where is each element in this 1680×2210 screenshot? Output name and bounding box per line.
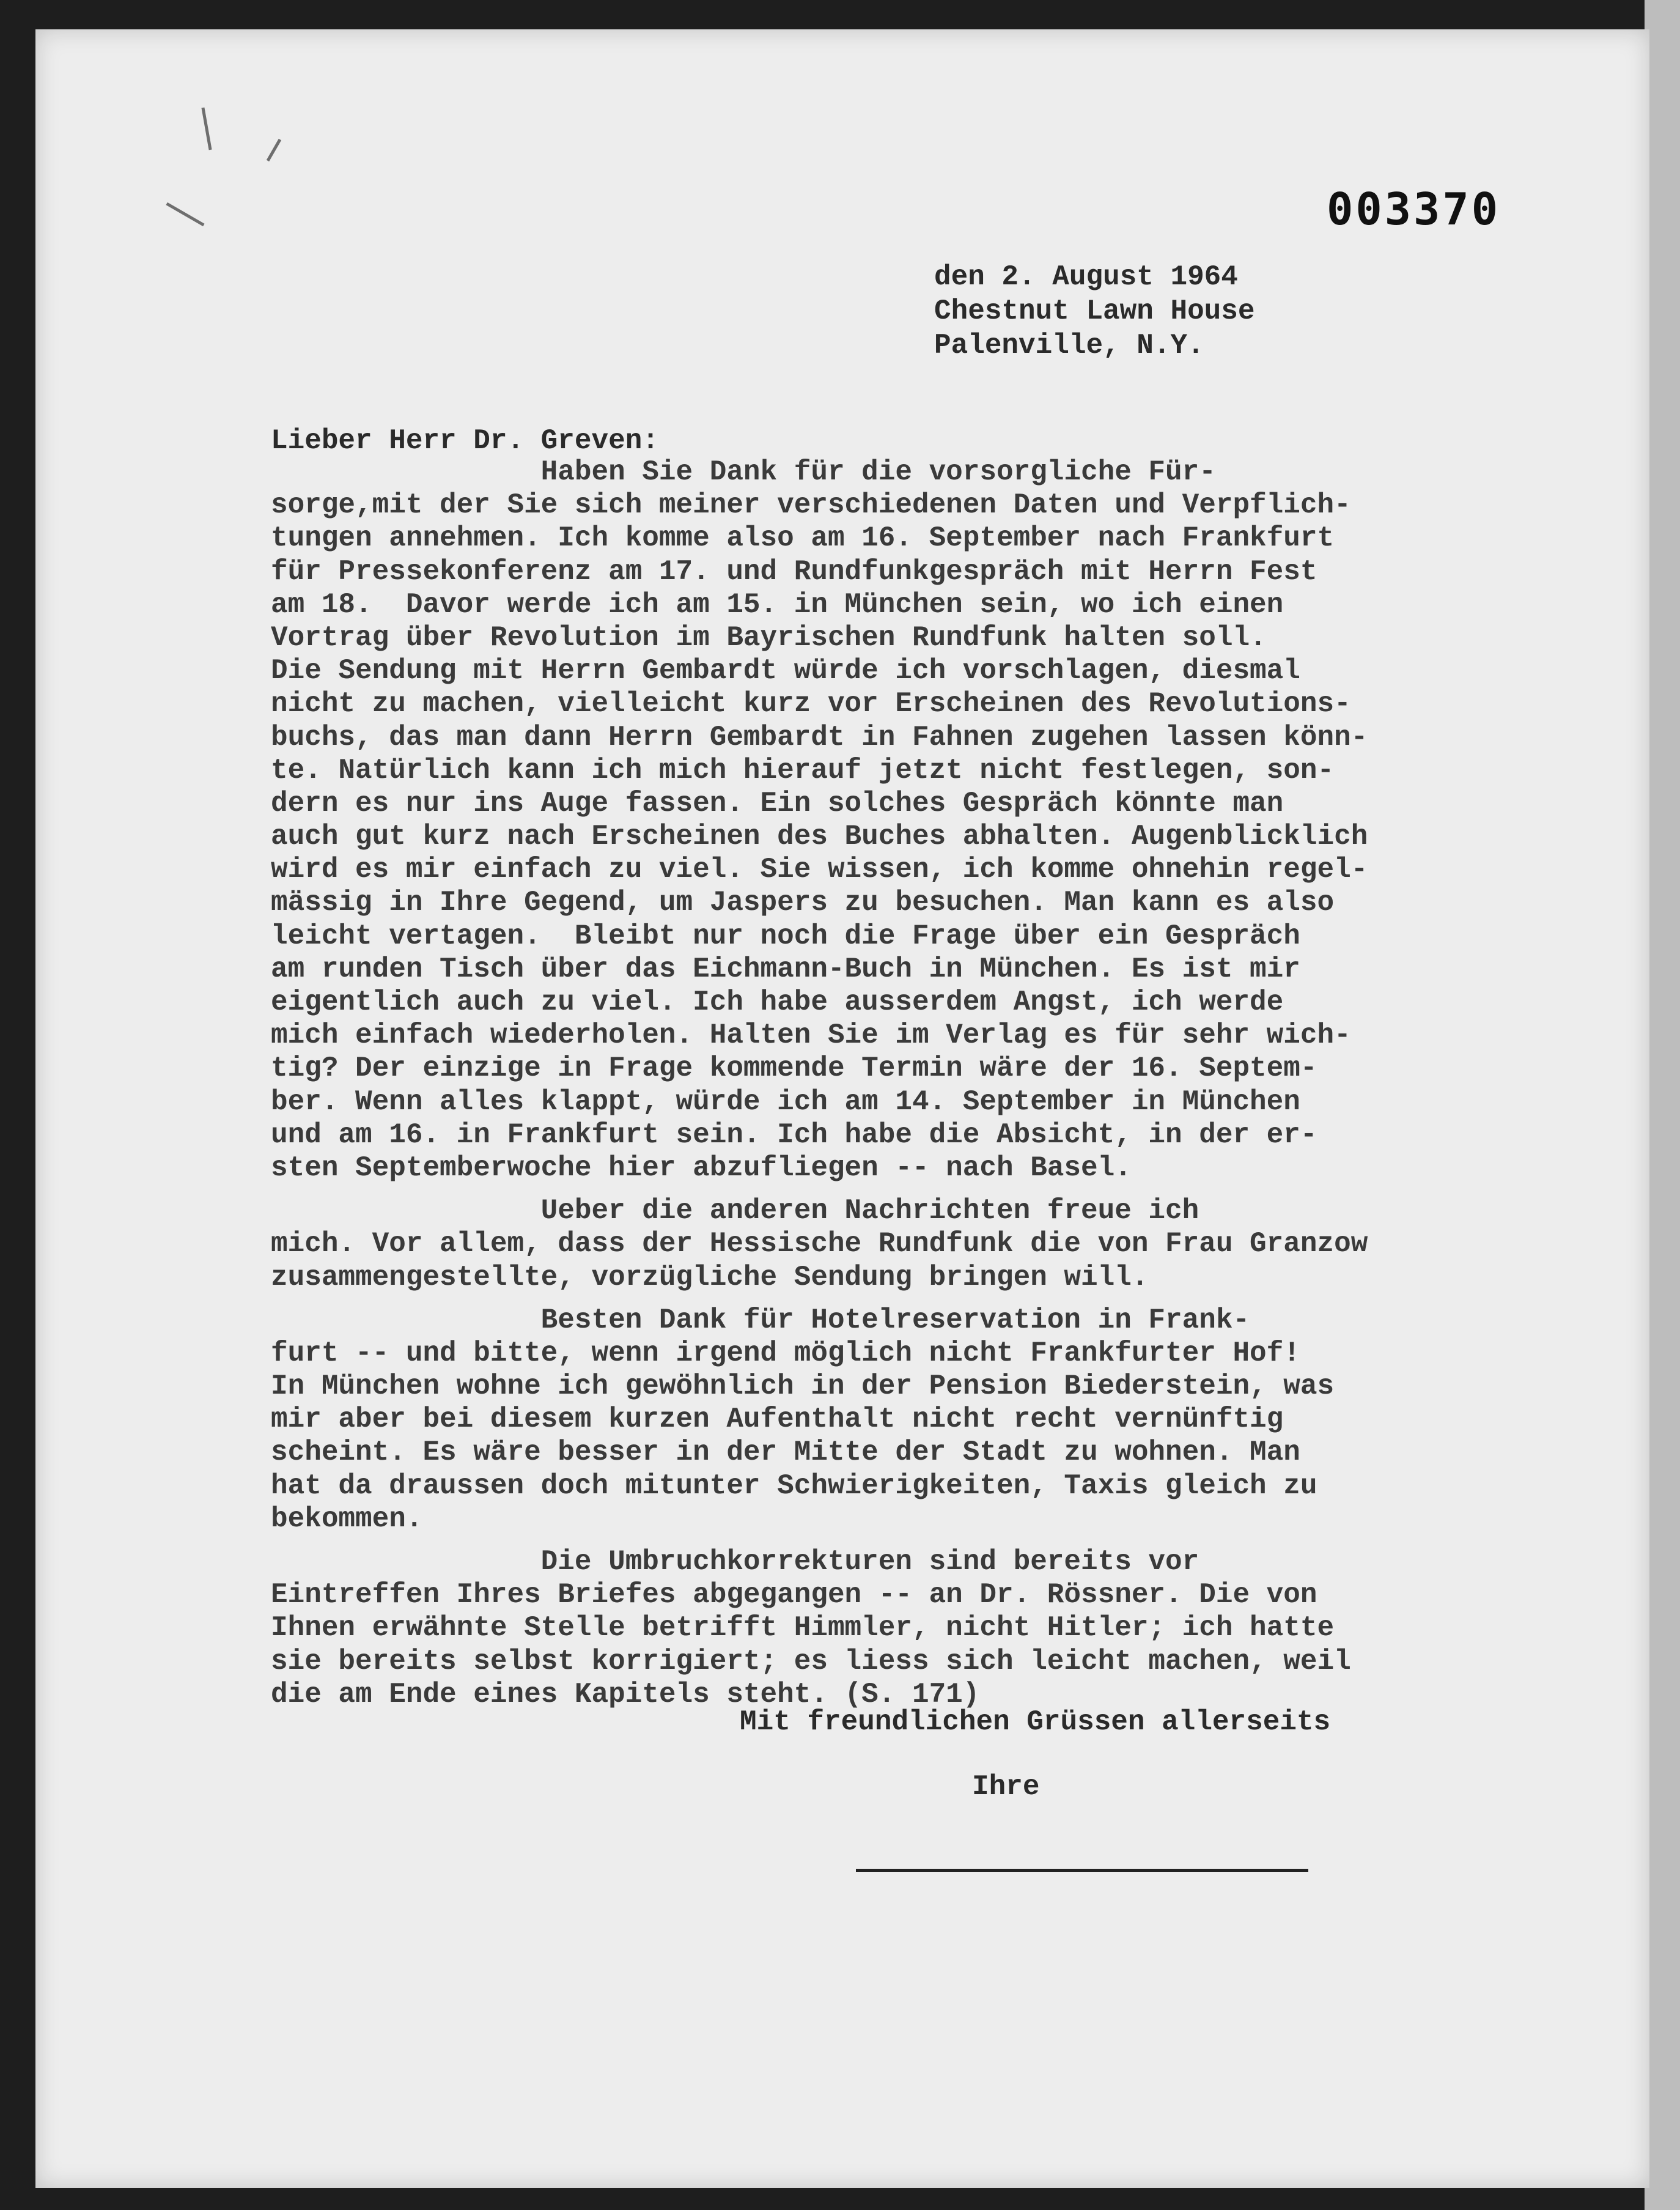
text-line: am runden Tisch über das Eichmann-Buch in München. Es ist mir: [271, 953, 1300, 985]
text-line: Besten Dank für Hotelreservation in Frank-: [271, 1304, 1250, 1336]
archive-number: 003370: [1327, 183, 1501, 235]
text-line: für Pressekonferenz am 17. und Rundfunkgespräch mit Herrn Fest: [271, 555, 1317, 588]
address-line: Palenville, N.Y.: [934, 330, 1204, 361]
text-line: buchs, das man dann Herrn Gembardt in Fahnen zugehen lassen könn-: [271, 721, 1368, 753]
text-line: auch gut kurz nach Erscheinen des Buches abhalten. Augenblicklich: [271, 821, 1368, 853]
text-line: tig? Der einzige in Frage kommende Termin wäre der 16. Septem-: [271, 1052, 1317, 1085]
text-line: Eintreffen Ihres Briefes abgegangen -- an Dr. Rössner. Die von: [271, 1579, 1317, 1611]
text-line: Ueber die anderen Nachrichten freue ich: [271, 1195, 1199, 1227]
date-line: den 2. August 1964: [934, 261, 1238, 293]
letter-body: [271, 456, 1524, 1711]
text-line: Die Sendung mit Herrn Gembardt würde ich vorschlagen, diesmal: [271, 655, 1300, 687]
text-line: die am Ende eines Kapitels steht. (S. 171): [271, 1678, 980, 1710]
scan-mark: [166, 202, 204, 226]
text-line: mässig in Ihre Gegend, um Jaspers zu besuchen. Man kann es also: [271, 887, 1335, 919]
text-line: In München wohne ich gewöhnlich in der Pension Biederstein, was: [271, 1370, 1335, 1403]
text-line: ber. Wenn alles klappt, würde ich am 14. September in München: [271, 1085, 1300, 1118]
salutation: Lieber Herr Dr. Greven:: [271, 425, 659, 457]
text-line: tungen annehmen. Ich komme also am 16. September nach Frankfurt: [271, 522, 1335, 555]
text-line: dern es nur ins Auge fassen. Ein solches Gespräch könnte man: [271, 787, 1284, 819]
text-line: te. Natürlich kann ich mich hierauf jetzt nicht festlegen, son-: [271, 754, 1335, 786]
address-line: Chestnut Lawn House: [934, 295, 1255, 327]
body-paragraph: [271, 456, 1524, 1184]
signature-line: [856, 1869, 1308, 1872]
text-line: hat da draussen doch mitunter Schwierigkeiten, Taxis gleich zu: [271, 1469, 1317, 1502]
scan-mark: [267, 139, 281, 161]
page-edge-shadow: [1645, 0, 1680, 2210]
text-line: sorge,mit der Sie sich meiner verschiedenen Daten und Verpflich-: [271, 489, 1351, 522]
text-line: am 18. Davor werde ich am 15. in München sein, wo ich einen: [271, 588, 1284, 621]
paragraph-gap: [271, 1294, 1524, 1304]
text-line: sie bereits selbst korrigiert; es liess sich leicht machen, weil: [271, 1645, 1351, 1677]
text-line: mich. Vor allem, dass der Hessische Rundfunk die von Frau Granzow: [271, 1228, 1368, 1260]
text-line: leicht vertagen. Bleibt nur noch die Frage über ein Gespräch: [271, 920, 1300, 952]
text-line: furt -- und bitte, wenn irgend möglich nicht Frankfurter Hof!: [271, 1337, 1300, 1369]
text-line: Ihnen erwähnte Stelle betrifft Himmler, nicht Hitler; ich hatte: [271, 1612, 1335, 1644]
closing: Mit freundlichen Grüssen allerseits: [740, 1706, 1331, 1738]
text-line: nicht zu machen, vielleicht kurz vor Erscheinen des Revolutions-: [271, 688, 1351, 720]
text-line: mich einfach wiederholen. Halten Sie im Verlag es für sehr wich-: [271, 1019, 1351, 1052]
text-line: Vortrag über Revolution im Bayrischen Rundfunk halten soll.: [271, 621, 1267, 654]
paragraph-gap: [271, 1536, 1524, 1545]
text-line: wird es mir einfach zu viel. Sie wissen, ich komme ohnehin regel-: [271, 854, 1368, 886]
text-line: zusammengestellte, vorzügliche Sendung bringen will.: [271, 1261, 1149, 1293]
text-line: eigentlich auch zu viel. Ich habe ausserdem Angst, ich werde: [271, 986, 1284, 1018]
signoff: Ihre: [972, 1771, 1040, 1803]
paragraph-gap: [271, 1184, 1524, 1194]
sender-address: [934, 260, 1255, 363]
body-paragraph: [271, 1194, 1524, 1294]
text-line: bekommen.: [271, 1502, 423, 1535]
text-line: sten Septemberwoche hier abzufliegen -- nach Basel.: [271, 1151, 1132, 1184]
text-line: scheint. Es wäre besser in der Mitte der Stadt zu wohnen. Man: [271, 1436, 1300, 1469]
text-line: Die Umbruchkorrekturen sind bereits vor: [271, 1546, 1199, 1578]
text-line: mir aber bei diesem kurzen Aufenthalt nicht recht vernünftig: [271, 1403, 1284, 1436]
text-line: Haben Sie Dank für die vorsorgliche Für-: [271, 456, 1216, 488]
body-paragraph: [271, 1545, 1524, 1711]
text-line: und am 16. in Frankfurt sein. Ich habe die Absicht, in der er-: [271, 1118, 1317, 1151]
scan-mark: [201, 108, 212, 150]
body-paragraph: [271, 1304, 1524, 1536]
